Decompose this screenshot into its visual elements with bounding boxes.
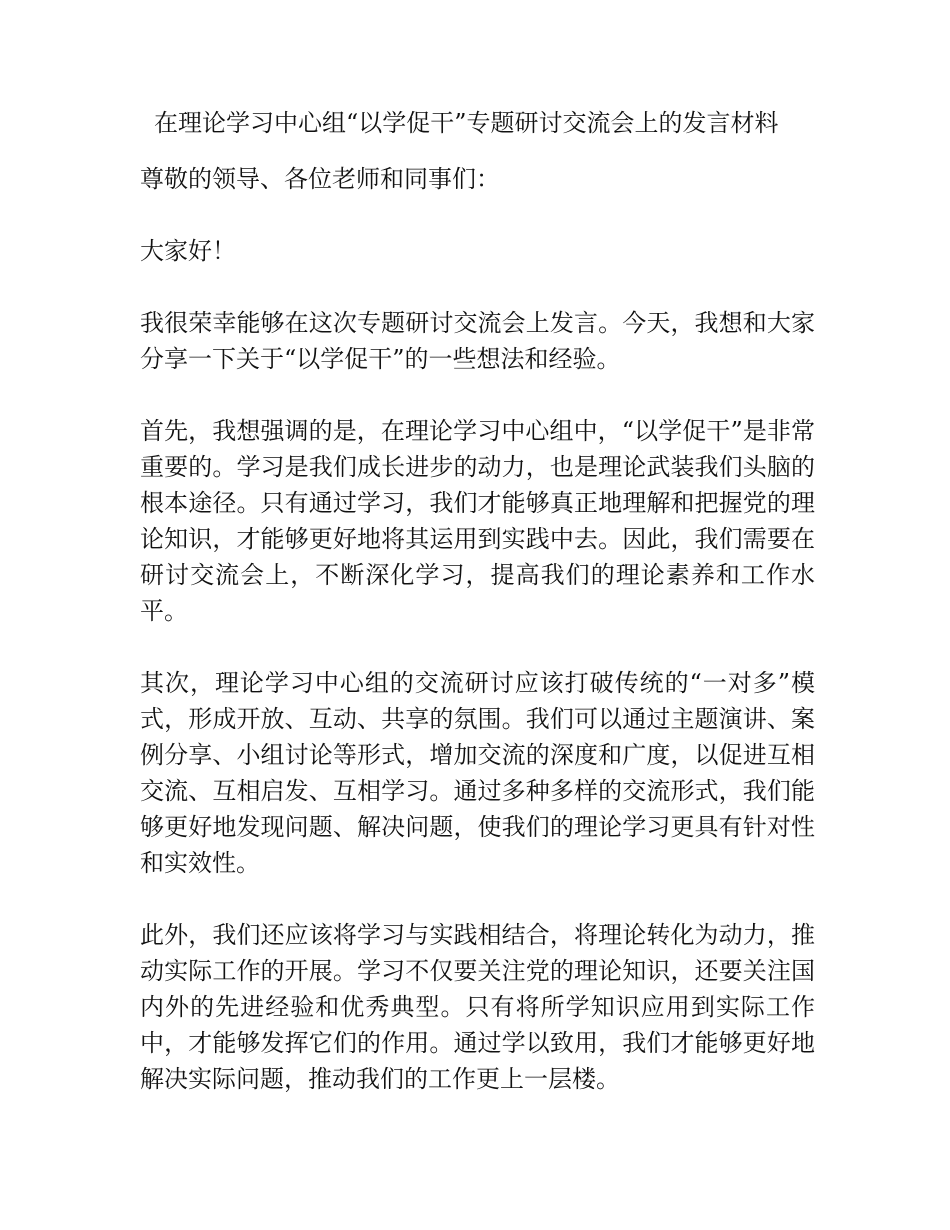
paragraph-first: 首先，我想强调的是，在理论学习中心组中，“以学促干”是非常重要的。学习是我们成长进步的动力，也是理论武装我们头脑的根本途径。只有通过学习，我们才能够真正地理解和把握党的理论知识，才能够更好地将其运用到实践中去。因此，我们需要在研讨交流会上，不断深化学习，提高我们的理论素养和工作水平。	[140, 417, 815, 625]
document-title: 在理论学习中心组“以学促干”专题研讨交流会上的发言材料	[154, 109, 779, 137]
document-body	[140, 105, 815, 1133]
salutation: 尊敬的领导、各位老师和同事们：	[140, 165, 500, 193]
paragraph-intro: 我很荣幸能够在这次专题研讨交流会上发言。今天，我想和大家分享一下关于“以学促干”的一些想法和经验。	[140, 309, 815, 373]
greeting: 大家好！	[140, 237, 236, 265]
paragraph-additionally: 此外，我们还应该将学习与实践相结合，将理论转化为动力，推动实际工作的开展。学习不仅要关注党的理论知识，还要关注国内外的先进经验和优秀典型。只有将所学知识应用到实际工作中，才能够发挥它们的作用。通过学以致用，我们才能够更好地解决实际问题，推动我们的工作更上一层楼。	[140, 921, 815, 1093]
paragraph-second: 其次，理论学习中心组的交流研讨应该打破传统的“一对多”模式，形成开放、互动、共享的氛围。我们可以通过主题演讲、案例分享、小组讨论等形式，增加交流的深度和广度，以促进互相交流、互相启发、互相学习。通过多种多样的交流形式，我们能够更好地发现问题、解决问题，使我们的理论学习更具有针对性和实效性。	[140, 669, 815, 877]
